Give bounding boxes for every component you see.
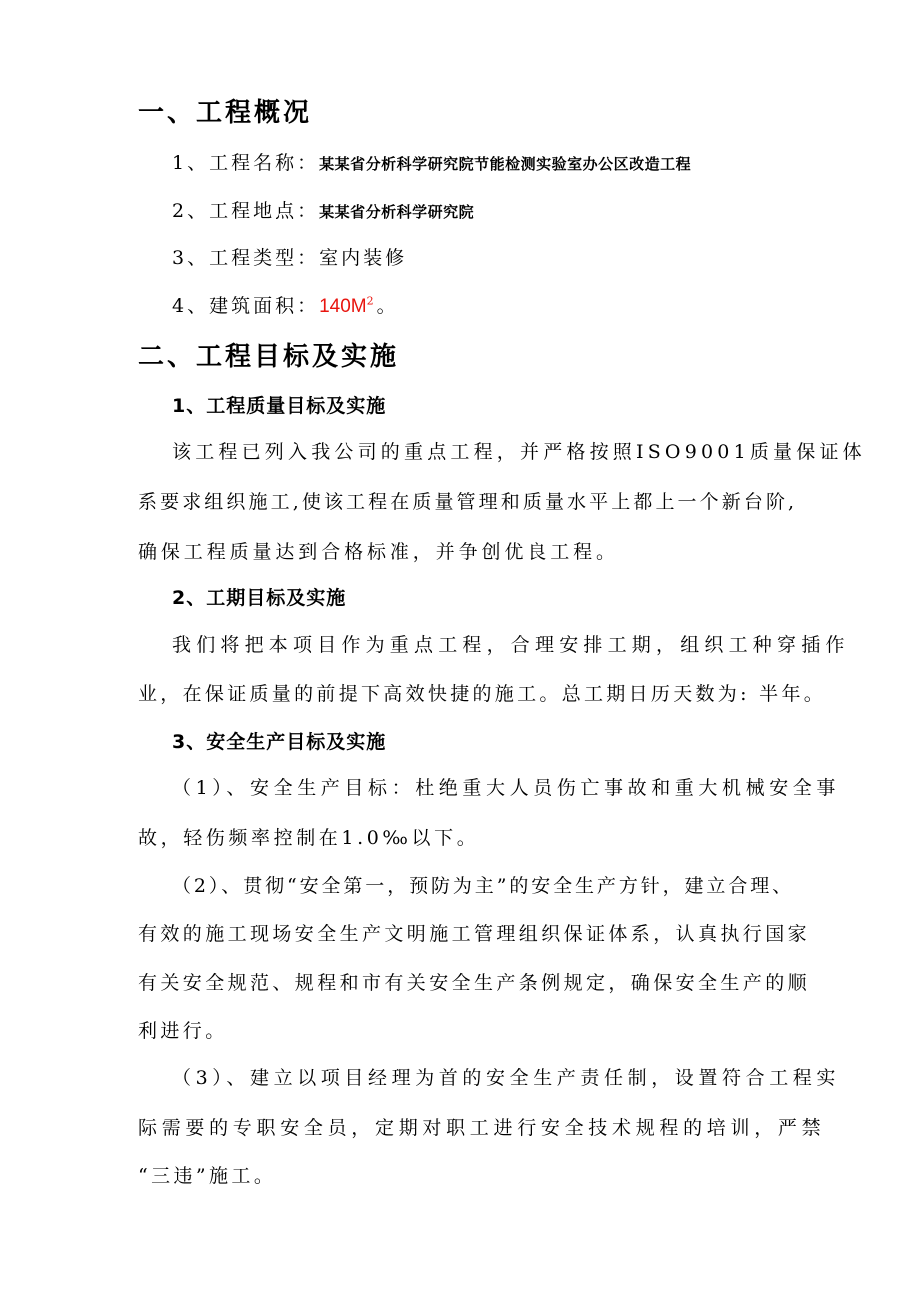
building-area-superscript: 2 [366,294,377,308]
paragraph-line: 际需要的专职安全员，定期对职工进行安全技术规程的培训，严禁 [138,1117,826,1139]
building-area-suffix: 。 [376,295,399,317]
paragraph-line: （3）、建立以项目经理为首的安全生产责任制，设置符合工程实 [172,1067,840,1089]
project-location-value: 某某省分析科学研究院 [319,203,475,221]
paragraph-line: 我们将把本项目作为重点工程，合理安排工期，组织工种穿插作 [172,634,850,656]
paragraph-line: （1）、安全生产目标：杜绝重大人员伤亡事故和重大机械安全事 [172,777,840,799]
building-area-value: 140M [319,296,367,317]
project-location-row [172,196,474,223]
project-type-row [172,243,407,270]
project-type-label: 3、工程类型： [172,247,320,269]
paragraph-line: 确保工程质量达到合格标准，并争创优良工程。 [138,541,619,563]
paragraph-line: （2）、贯彻“安全第一，预防为主”的安全生产方针，建立合理、 [172,875,795,897]
paragraph-line: 有关安全规范、规程和市有关安全生产条例规定，确保安全生产的顺 [138,972,811,994]
paragraph-line: 利进行。 [138,1020,228,1042]
paragraph-line: 有效的施工现场安全生产文明施工管理组织保证体系，认真执行国家 [138,923,811,945]
paragraph-line: “三违”施工。 [138,1165,277,1187]
paragraph-line: 故，轻伤频率控制在1.0‰以下。 [138,827,480,849]
subsection-heading-safety: 3、安全生产目标及实施 [172,731,387,753]
subsection-heading-schedule: 2、工期目标及实施 [172,587,347,609]
building-area-row [172,291,399,318]
building-area-label: 4、建筑面积： [172,295,320,317]
project-location-label: 2、工程地点： [172,200,320,222]
project-type-value: 室内装修 [319,247,408,269]
section-heading-overview: 一、工程概况 [138,98,313,128]
project-name-value: 某某省分析科学研究院节能检测实验室办公区改造工程 [319,155,692,173]
project-name-label: 1、工程名称： [172,152,320,174]
subsection-heading-quality: 1、工程质量目标及实施 [172,395,387,417]
paragraph-line: 系要求组织施工,使该工程在质量管理和质量水平上都上一个新台阶, [138,491,798,513]
project-name-row [172,148,691,175]
section-heading-goals: 二、工程目标及实施 [138,342,400,372]
paragraph-line: 业，在保证质量的前提下高效快捷的施工。总工期日历天数为: 半年。 [138,683,827,705]
paragraph-line: 该工程已列入我公司的重点工程，并严格按照ISO9001质量保证体 [172,441,866,463]
